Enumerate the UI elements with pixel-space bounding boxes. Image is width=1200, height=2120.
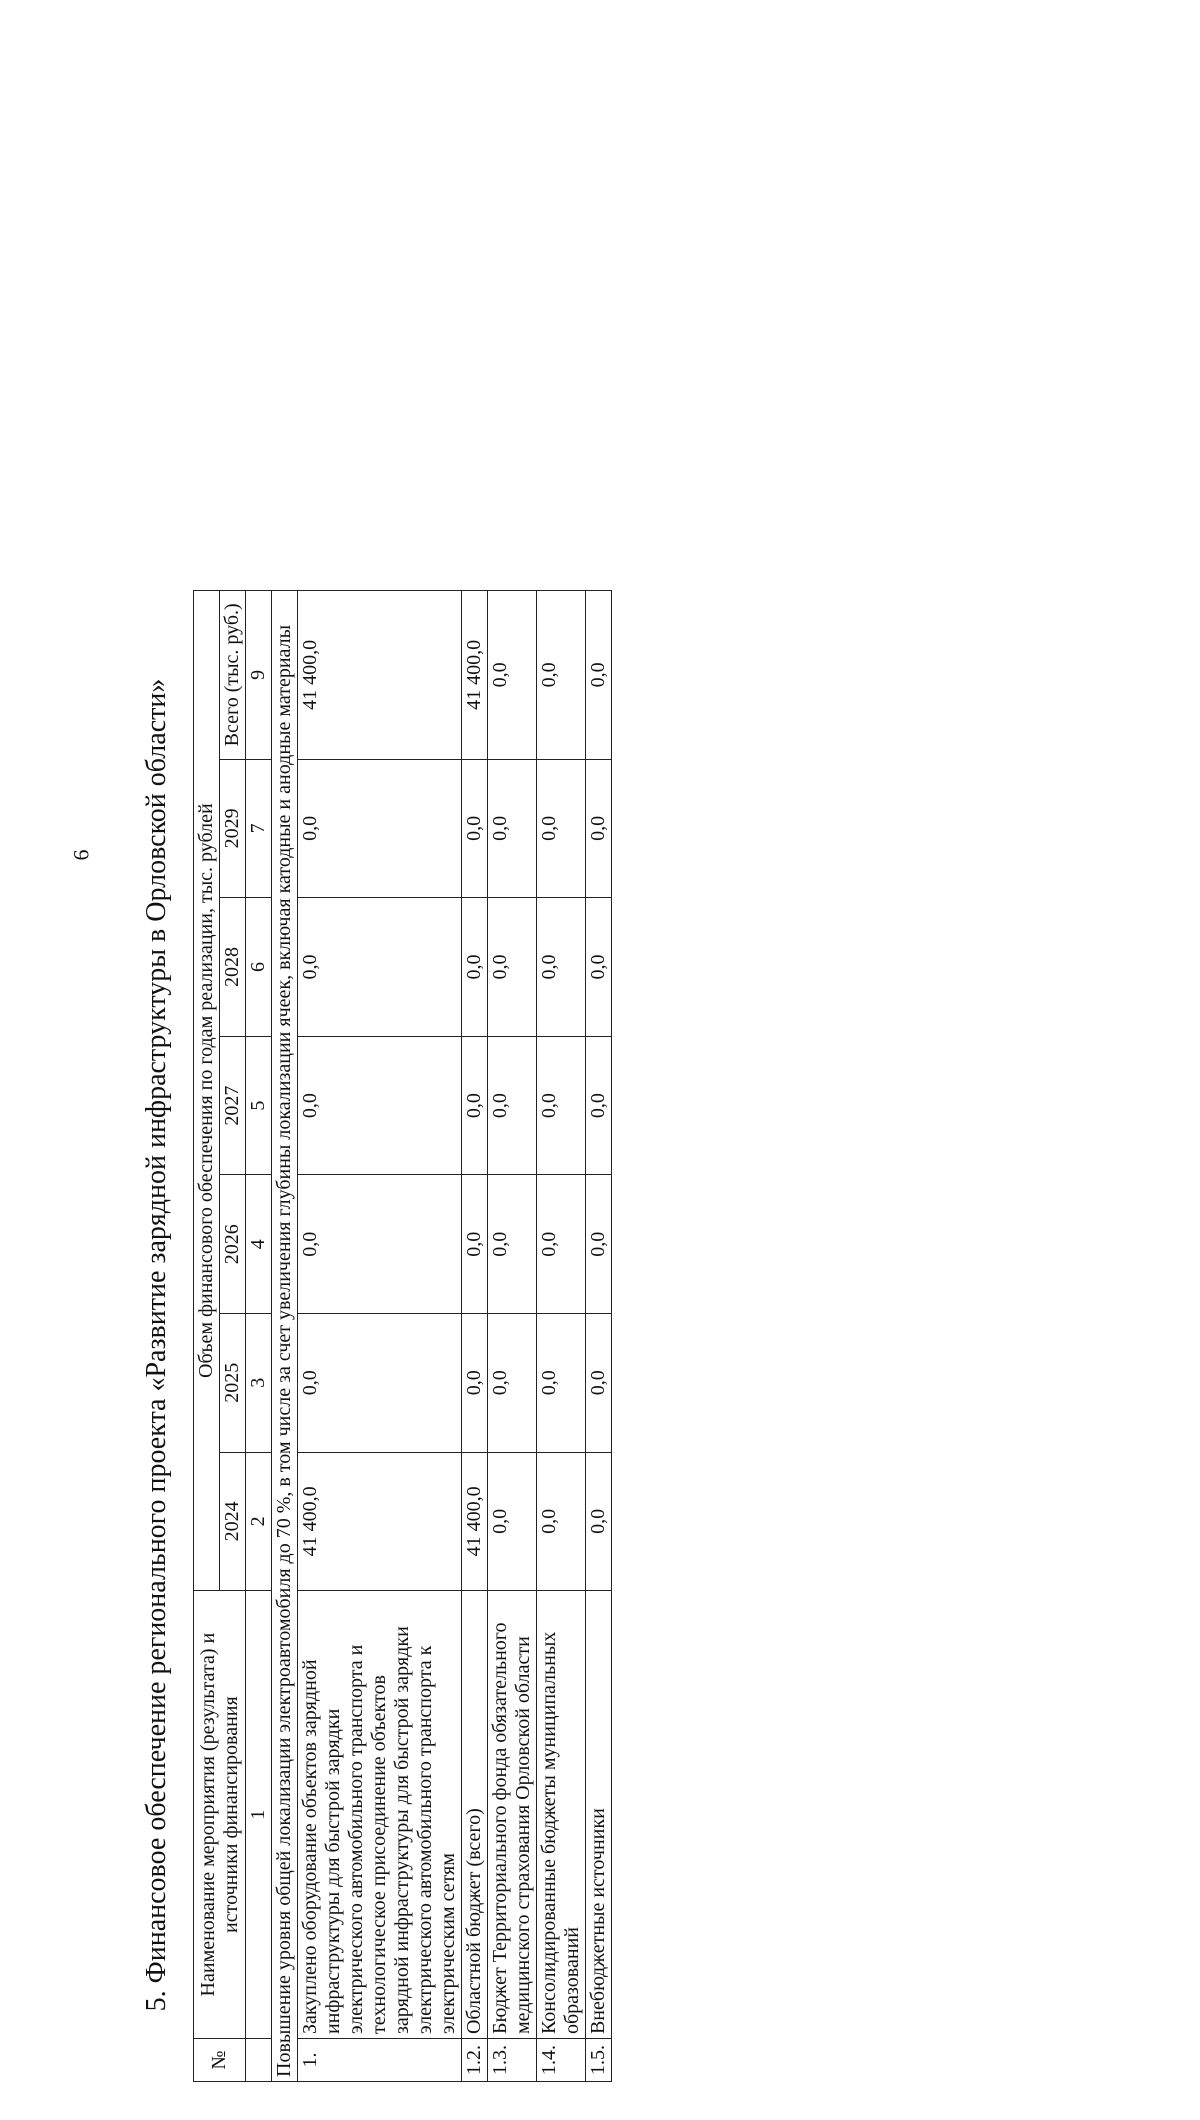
row-value-2028: 0,0: [298, 898, 462, 1037]
row-number: 1.3.: [488, 2039, 537, 2082]
document-title: 5. Финансовое обеспечение регионального проекта «Развитие зарядной инфраструктуры в Орловской области»: [141, 678, 172, 2012]
row-number: 1.2.: [462, 2039, 488, 2082]
row-number: 1.: [298, 2039, 462, 2082]
column-number: 9: [246, 591, 272, 760]
row-value-2027: 0,0: [586, 1036, 612, 1175]
row-value-2028: 0,0: [586, 898, 612, 1037]
row-value-2029: 0,0: [298, 759, 462, 898]
row-value-2029: 0,0: [488, 759, 537, 898]
row-value-2024: 0,0: [586, 1452, 612, 1591]
header-year-2029: 2029: [220, 759, 246, 898]
header-row: [194, 591, 220, 2082]
column-number: 6: [246, 898, 272, 1037]
row-value-2026: 0,0: [537, 1175, 586, 1314]
financing-table: [193, 590, 612, 2082]
row-value-2029: 0,0: [462, 759, 488, 898]
header-group: Объем финансового обеспечения по годам реализации, тыс. рублей: [194, 591, 220, 1591]
table-row: [537, 591, 586, 2082]
row-value-2027: 0,0: [488, 1036, 537, 1175]
row-value-2025: 0,0: [586, 1313, 612, 1452]
row-total: 41 400,0: [462, 591, 488, 760]
row-name: Внебюджетные источники: [586, 1591, 612, 2039]
row-value-2026: 0,0: [462, 1175, 488, 1314]
row-name: Закуплено оборудование объектов зарядной инфраструктуры для быстрой зарядки электрического автомобильного транспорта и технологическое присоединение объектов зарядной инфраструктуры для быстрой зарядки электрического автомобильного транспорта к электрическим сетям: [298, 1591, 462, 2039]
column-number: 7: [246, 759, 272, 898]
header-year-2026: 2026: [220, 1175, 246, 1314]
header-year-2024: 2024: [220, 1452, 246, 1591]
table-row: [462, 591, 488, 2082]
table-row: [488, 591, 537, 2082]
column-number: 4: [246, 1175, 272, 1314]
row-total: 0,0: [488, 591, 537, 760]
table-row: [586, 591, 612, 2082]
row-name: Областной бюджет (всего): [462, 1591, 488, 2039]
row-value-2027: 0,0: [298, 1036, 462, 1175]
row-value-2027: 0,0: [537, 1036, 586, 1175]
header-year-2028: 2028: [220, 898, 246, 1037]
row-value-2026: 0,0: [298, 1175, 462, 1314]
landscape-content: [133, 570, 1113, 2120]
section-title: Повышение уровня общей локализации электроавтомобиля до 70 %, в том числе за счет увеличения глубины локализации ячеек, включая катодные и анодные материалы: [272, 591, 298, 2082]
row-total: 0,0: [586, 591, 612, 760]
header-name: Наименование мероприятия (результата) и источники финансирования: [194, 1591, 246, 2039]
row-value-2029: 0,0: [537, 759, 586, 898]
row-value-2028: 0,0: [488, 898, 537, 1037]
row-number: 1.4.: [537, 2039, 586, 2082]
row-value-2028: 0,0: [462, 898, 488, 1037]
row-value-2025: 0,0: [537, 1313, 586, 1452]
column-number: [246, 2039, 272, 2082]
header-no: №: [194, 2039, 246, 2082]
row-value-2025: 0,0: [488, 1313, 537, 1452]
header-total: Всего (тыс. руб.): [220, 591, 246, 760]
column-number: 3: [246, 1313, 272, 1452]
row-total: 0,0: [537, 591, 586, 760]
column-number: 5: [246, 1036, 272, 1175]
page-number: 6: [68, 849, 94, 861]
column-number: 1: [246, 1591, 272, 2039]
row-number: 1.5.: [586, 2039, 612, 2082]
column-numbers-row: [246, 591, 272, 2082]
column-number: 2: [246, 1452, 272, 1591]
table-row: [298, 591, 462, 2082]
row-value-2027: 0,0: [462, 1036, 488, 1175]
row-value-2024: 41 400,0: [298, 1452, 462, 1591]
row-name: Бюджет Территориального фонда обязательного медицинского страхования Орловской области: [488, 1591, 537, 2039]
row-value-2024: 0,0: [537, 1452, 586, 1591]
row-total: 41 400,0: [298, 591, 462, 760]
row-value-2029: 0,0: [586, 759, 612, 898]
row-value-2026: 0,0: [488, 1175, 537, 1314]
header-year-2025: 2025: [220, 1313, 246, 1452]
header-year-2027: 2027: [220, 1036, 246, 1175]
row-name: Консолидированные бюджеты муниципальных образований: [537, 1591, 586, 2039]
row-value-2024: 41 400,0: [462, 1452, 488, 1591]
row-value-2028: 0,0: [537, 898, 586, 1037]
section-row: [272, 591, 298, 2082]
row-value-2024: 0,0: [488, 1452, 537, 1591]
row-value-2025: 0,0: [298, 1313, 462, 1452]
row-value-2025: 0,0: [462, 1313, 488, 1452]
row-value-2026: 0,0: [586, 1175, 612, 1314]
